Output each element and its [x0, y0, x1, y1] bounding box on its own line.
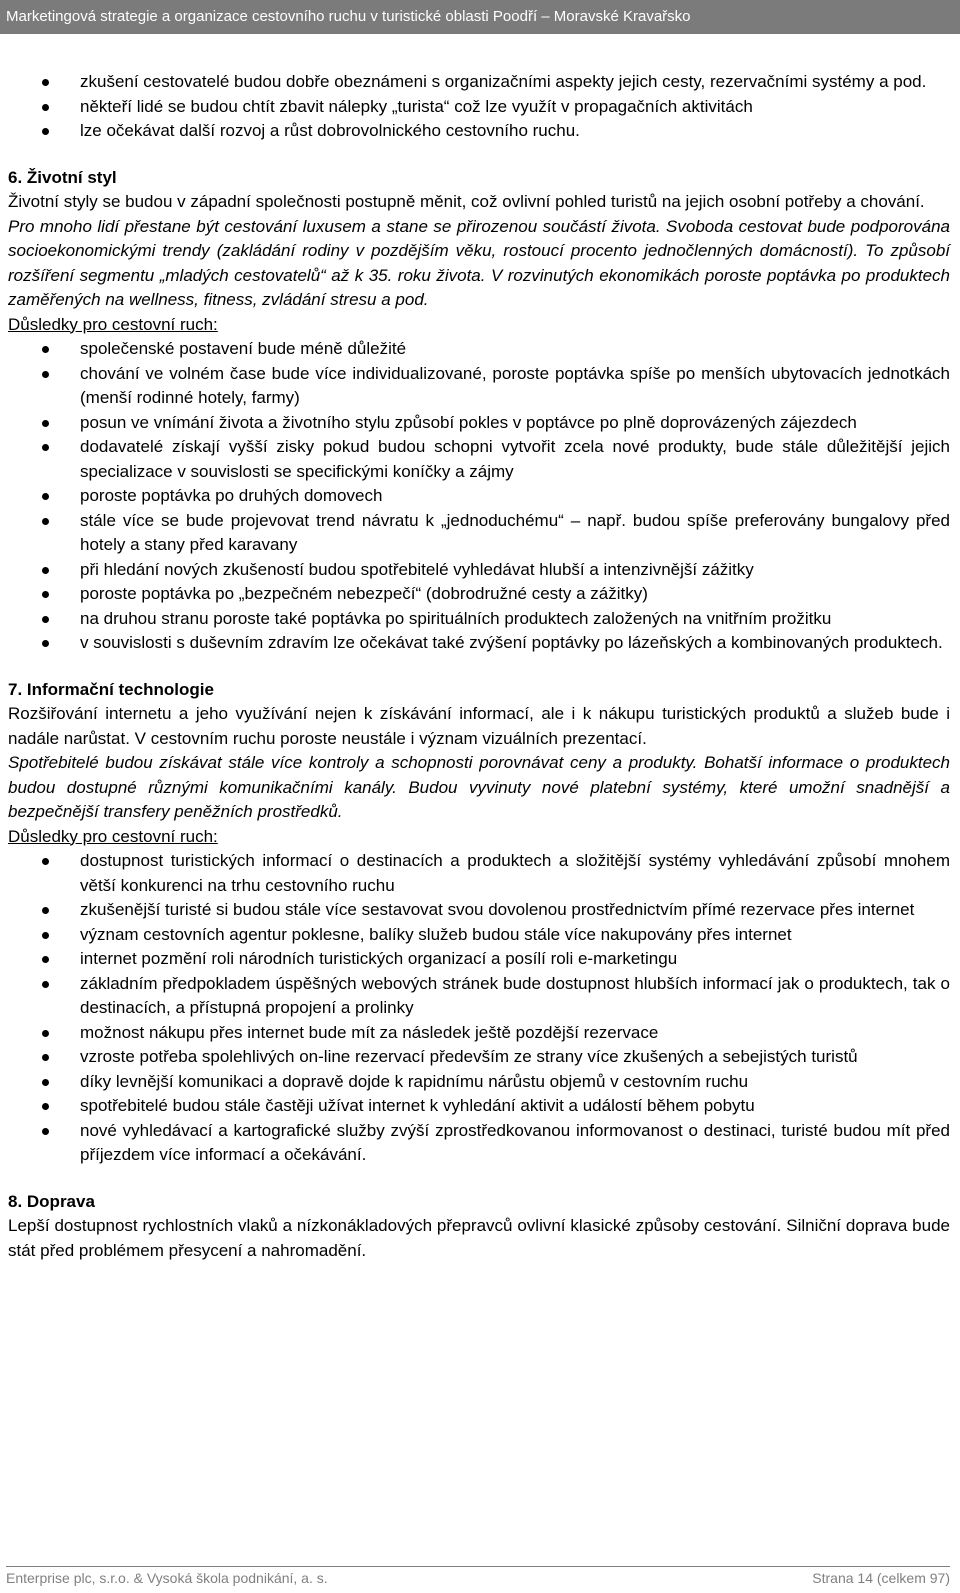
list-item: zkušenější turisté si budou stále více sestavovat svou dovolenou prostřednictvím přímé rezervace přes internet [8, 898, 950, 923]
section-6-consequences-label: Důsledky pro cestovní ruch: [8, 314, 218, 334]
list-item: někteří lidé se budou chtít zbavit nálepky „turista“ což lze využít v propagačních aktivitách [8, 95, 950, 120]
section-7-paragraph: Rozšiřování internetu a jeho využívání nejen k získávání informací, ale i k nákupu turistických produktů a služeb bude i nadále narůstat. V cestovním ruchu poroste neustále i význam vizuálních prezentací. [8, 704, 950, 748]
section-7-bullet-list [8, 849, 950, 1168]
section-6-heading: 6. Životní styl [8, 167, 117, 187]
header-title: Marketingová strategie a organizace cestovního ruchu v turistické oblasti Poodří – Moravské Kravařsko [6, 8, 691, 25]
list-item: význam cestovních agentur poklesne, balíky služeb budou stále více nakupovány přes internet [8, 923, 950, 948]
list-item: vzroste potřeba spolehlivých on-line rezervací především ze strany více zkušených a sebejistých turistů [8, 1045, 950, 1070]
list-item: dodavatelé získají vyšší zisky pokud budou schopni vytvořit zcela nové produkty, bude stále důležitější jejich specializace v souvislosti se specifickými koníčky a zájmy [8, 435, 950, 484]
list-item: posun ve vnímání života a životního stylu způsobí pokles v poptávce po plně doprovázených zájezdech [8, 411, 950, 436]
list-item: dostupnost turistických informací o destinacích a produktech a složitější systémy vyhledávání způsobí mnohem větší konkurenci na trhu cestovního ruchu [8, 849, 950, 898]
section-6-bullet-list [8, 337, 950, 656]
section-7-heading: 7. Informační technologie [8, 679, 214, 699]
list-item: možnost nákupu přes internet bude mít za následek ještě pozdější rezervace [8, 1021, 950, 1046]
list-item: stále více se bude projevovat trend návratu k „jednoduchému“ – např. budou spíše preferovány bungalovy před hotely a stany před karavany [8, 509, 950, 558]
section-8-paragraph: Lepší dostupnost rychlostních vlaků a nízkonákladových přepravců ovlivní klasické způsoby cestování. Silniční doprava bude stát před problémem přesycení a nahromadění. [8, 1216, 950, 1260]
footer-page-number: Strana 14 (celkem 97) [812, 1570, 950, 1586]
list-item: poroste poptávka po druhých domovech [8, 484, 950, 509]
section-7-consequences-label: Důsledky pro cestovní ruch: [8, 826, 218, 846]
list-item: v souvislosti s duševním zdravím lze očekávat také zvýšení poptávky po lázeňských a kombinovaných produktech. [8, 631, 950, 656]
intro-bullet-list [8, 70, 950, 144]
list-item: při hledání nových zkušeností budou spotřebitelé vyhledávat hlubší a intenzivnější zážitky [8, 558, 950, 583]
list-item: na druhou stranu poroste také poptávka po spirituálních produktech založených na vnitřním prožitku [8, 607, 950, 632]
list-item: zkušení cestovatelé budou dobře obeznámeni s organizačními aspekty jejich cesty, rezervačními systémy a pod. [8, 70, 950, 95]
footer-publisher: Enterprise plc, s.r.o. & Vysoká škola podnikání, a. s. [6, 1570, 328, 1586]
page-header [0, 0, 960, 34]
list-item: spotřebitelé budou stále častěji užívat internet k vyhledání aktivit a událostí během pobytu [8, 1094, 950, 1119]
section-8-heading: 8. Doprava [8, 1191, 95, 1211]
page-footer [6, 1566, 950, 1586]
section-6-italic-paragraph: Pro mnoho lidí přestane být cestování luxusem a stane se přirozenou součástí života. Svoboda cestovat bude podporována socioekonomickými trendy (zakládání rodiny v pozdějším věku, rostoucí procento jednočlenných domácností). To způsobí rozšíření segmentu „mladých cestovatelů“ až k 35. roku života. V rozvinutých ekonomikách poroste poptávka po produktech zaměřených na wellness, fitness, zvládání stresu a pod. [8, 216, 950, 309]
list-item: internet pozmění roli národních turistických organizací a posílí roli e-marketingu [8, 947, 950, 972]
list-item: společenské postavení bude méně důležité [8, 337, 950, 362]
document-body [8, 70, 950, 1263]
section-6-paragraph: Životní styly se budou v západní společnosti postupně měnit, což ovlivní pohled turistů na jejich osobní potřeby a chování. [8, 192, 925, 211]
list-item: poroste poptávka po „bezpečném nebezpečí“ (dobrodružné cesty a zážitky) [8, 582, 950, 607]
section-7-italic-paragraph: Spotřebitelé budou získávat stále více kontroly a schopnosti porovnávat ceny a produkty. Bohatší informace o produktech budou dostupné různými komunikačními kanály. Budou vyvinuty nové platební systémy, které umožní snadnější a bezpečnější transfery peněžních prostředků. [8, 753, 950, 821]
list-item: díky levnější komunikaci a dopravě dojde k rapidnímu nárůstu objemů v cestovním ruchu [8, 1070, 950, 1095]
list-item: základním předpokladem úspěšných webových stránek bude dostupnost hlubších informací jak o produktech, tak o destinacích, a přístupná propojení a prolinky [8, 972, 950, 1021]
list-item: lze očekávat další rozvoj a růst dobrovolnického cestovního ruchu. [8, 119, 950, 144]
list-item: chování ve volném čase bude více individualizované, poroste poptávka spíše po menších ubytovacích jednotkách (menší rodinné hotely, farmy) [8, 362, 950, 411]
list-item: nové vyhledávací a kartografické služby zvýší zprostředkovanou informovanost o destinaci, turisté budou mít před příjezdem více informací a očekávání. [8, 1119, 950, 1168]
